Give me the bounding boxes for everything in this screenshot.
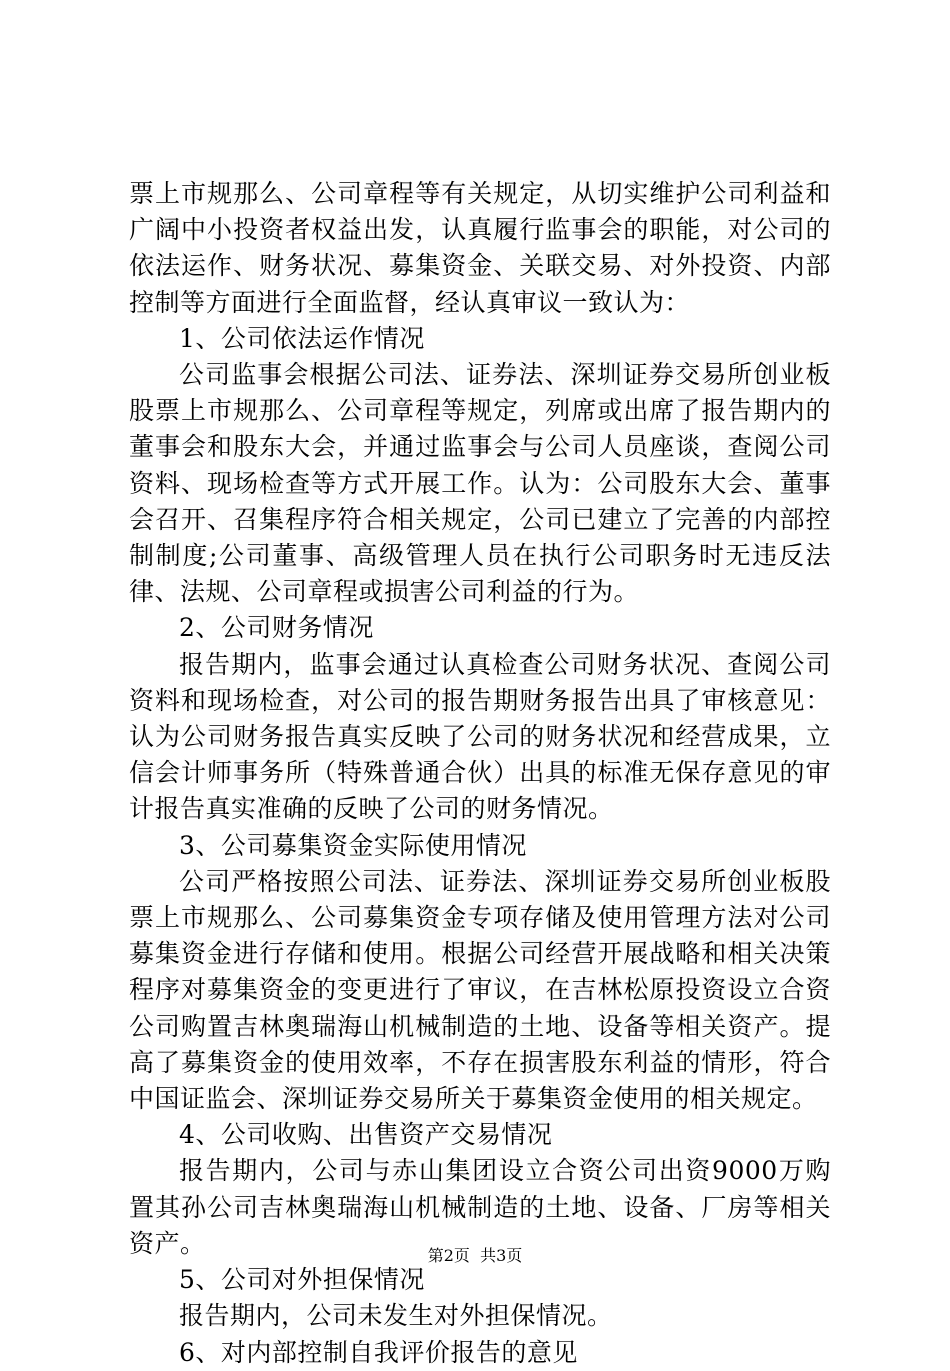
page-total: 共3页 [480, 1246, 523, 1265]
document-body [129, 176, 831, 1371]
section-heading-legal-operation: 1、公司依法运作情况 [179, 323, 425, 353]
paragraph-raised-funds: 公司严格按照公司法、证券法、深圳证券交易所创业板股票上市规那么、公司募集资金专项存储及使用管理方法对公司募集资金进行存储和使用。根据公司经营开展战略和相关决策程序对募集资金的变更进行了审议，在吉林松原投资设立合资公司购置吉林奥瑞海山机械制造的土地、设备等相关资产。提高了募集资金的使用效率，不存在损害股东利益的情形，符合中国证监会、深圳证券交易所关于募集资金使用的相关规定。 [129, 866, 831, 1114]
page-number: 第2页 [427, 1246, 470, 1265]
page-footer [0, 1246, 950, 1266]
section-heading-financial: 2、公司财务情况 [179, 613, 374, 643]
paragraph-intro-continued: 票上市规那么、公司章程等有关规定，从切实维护公司利益和广阔中小投资者权益出发，认真履行监事会的职能，对公司的依法运作、财务状况、募集资金、关联交易、对外投资、内部控制等方面进行全面监督，经认真审议一致认为： [129, 179, 831, 317]
section-heading-raised-funds: 3、公司募集资金实际使用情况 [179, 830, 527, 860]
section-heading-internal-control: 6、对内部控制自我评价报告的意见 [179, 1337, 578, 1367]
section-heading-asset-transactions: 4、公司收购、出售资产交易情况 [179, 1120, 553, 1150]
paragraph-financial: 报告期内，监事会通过认真检查公司财务状况、查阅公司资料和现场检查，对公司的报告期财务报告出具了审核意见：认为公司财务报告真实反映了公司的财务状况和经营成果，立信会计师事务所（特殊普通合伙）出具的标准无保存意见的审计报告真实准确的反映了公司的财务情况。 [129, 649, 831, 824]
section-heading-external-guarantee: 5、公司对外担保情况 [179, 1265, 425, 1295]
paragraph-asset-transactions: 报告期内，公司与赤山集团设立合资公司出资9000万购置其孙公司吉林奥瑞海山机械制造的土地、设备、厂房等相关资产。 [129, 1156, 831, 1258]
paragraph-legal-operation: 公司监事会根据公司法、证券法、深圳证券交易所创业板股票上市规那么、公司章程等规定，列席或出席了报告期内的董事会和股东大会，并通过监事会与公司人员座谈，查阅公司资料、现场检查等方式开展工作。认为：公司股东大会、董事会召开、召集程序符合相关规定，公司已建立了完善的内部控制制度;公司董事、高级管理人员在执行公司职务时无违反法律、法规、公司章程或损害公司利益的行为。 [129, 360, 831, 607]
paragraph-external-guarantee: 报告期内，公司未发生对外担保情况。 [179, 1301, 613, 1331]
